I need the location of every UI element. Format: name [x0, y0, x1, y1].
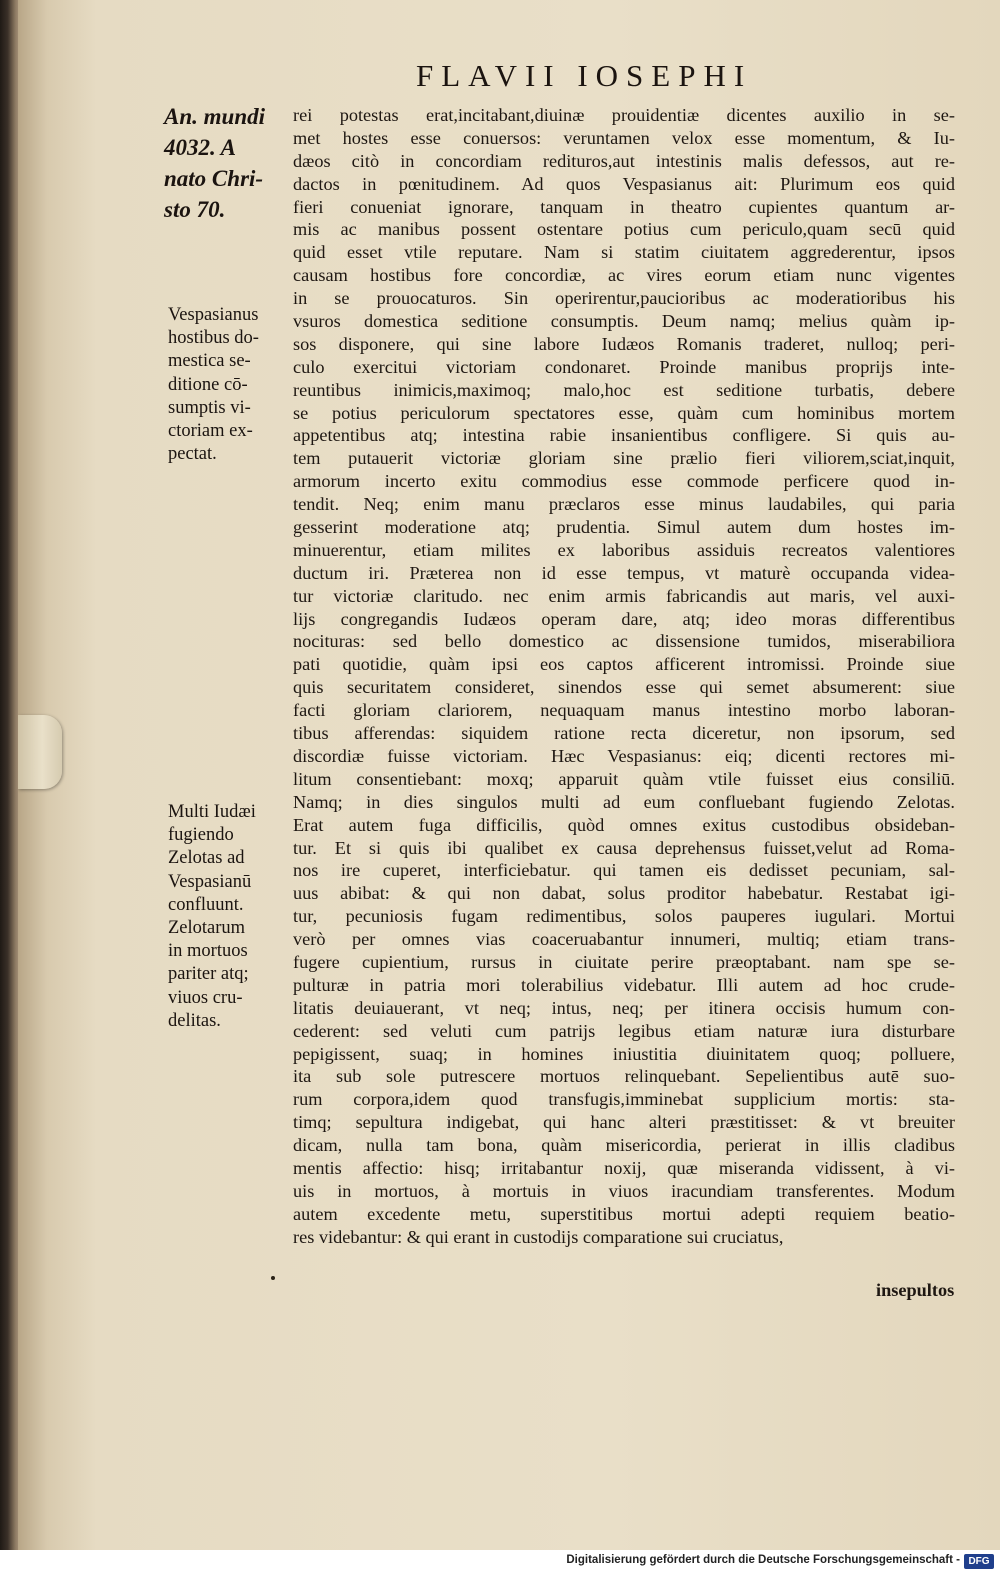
text-line: tendit. Neq; enim manu præclaros esse minus laudabiles, qui paria [293, 494, 955, 515]
margin-note-line: Vespasianus [168, 305, 259, 325]
text-line: causam hostibus fore concordiæ, ac vires eorum etiam nunc vigentes [293, 265, 955, 286]
text-line: mentis affectio: hisq; irritabantur noxij, quæ miseranda vidissent, à vi- [293, 1157, 955, 1178]
margin-note-multi-iudaei [168, 801, 290, 1033]
text-line: pepigissent, suaq; in homines iniustitia diuinitatem quoq; polluere, [293, 1043, 955, 1064]
margin-note-line: Zelotarum [168, 918, 246, 939]
text-line: dicam, nulla tam bona, quàm misericordia, perierat in illis cladibus [293, 1135, 955, 1156]
text-line: verò per omnes vias coaceruabantur innumeri, multiq; etiam trans- [293, 929, 955, 950]
margin-note-line: sumptis vi- [168, 397, 251, 418]
footer-credit: Digitalisierung gefördert durch die Deutsche Forschungsgemeinschaft - [566, 1554, 960, 1566]
text-line: tem putauerit victoriæ gloriam sine prælio fieri viliorem,sciat,inquit, [293, 448, 955, 469]
text-line: armorum incerto exitu commodius esse commode perficere quod in- [293, 471, 955, 492]
text-line: reuntibus inimicis,maximoq; malo,hoc est seditione turbatis, debere [293, 379, 955, 400]
text-line: litatis deuiauerant, vt neq; intus, neq; per itinera occisis humum con- [293, 997, 955, 1018]
margin-note-line: pectat. [168, 444, 217, 465]
margin-note-line: hostibus do- [168, 328, 259, 349]
margin-note-line: confluunt. [168, 894, 244, 915]
text-line: se potius periculorum spectatores esse, quàm cum hominibus mortem [293, 402, 955, 423]
text-line: Erat autem fuga difficilis, quòd omnes exitus custodibus obsideban- [293, 814, 955, 835]
text-line: minuerentur, etiam milites ex laboribus assiduis recreatos valentiores [293, 539, 955, 560]
book-page [18, 0, 1000, 1550]
dfg-logo: DFG [964, 1554, 994, 1569]
text-line: cederent: sed veluti cum patrijs legibus etiam naturæ iura disturbare [293, 1020, 955, 1041]
text-line: vsuros domestica seditione consumptis. Deum namq; melius quàm ip- [293, 311, 955, 332]
text-line: fugere cupientium, rursus in ciuitate perire præoptabant. nam spe se- [293, 951, 955, 972]
margin-date-line: sto 70. [164, 197, 226, 222]
page-clasp [18, 715, 62, 789]
text-line: Namq; in dies singulos multi ad eum confluebant fugiendo Zelotas. [293, 791, 955, 812]
text-line: quid esset vtile reputare. Nam si statim ciuitatem aggrederentur, ipsos [293, 242, 955, 263]
text-line: mis ac manibus possent ostentare potius cum periculo,quam secū quid [293, 219, 955, 240]
margin-note-line: ctoriam ex- [168, 421, 253, 442]
margin-date-note [164, 101, 294, 225]
main-text-block [293, 104, 955, 1304]
margin-note-line: in mortuos [168, 941, 248, 962]
running-head: FLAVII IOSEPHI [416, 58, 753, 93]
text-line: litum consentiebant: moxq; apparuit quàm vtile fuisset eius consiliū. [293, 768, 955, 789]
text-line: lijs congregandis Iudæos operam dare, atq; ideo moras differentibus [293, 608, 955, 629]
margin-note-line: delitas. [168, 1010, 221, 1031]
margin-note-line: mestica se- [168, 351, 251, 372]
margin-note-vespasianus [168, 304, 290, 466]
text-line: sos disponere, qui sine labore Iudæos Romanis traderet, nulloq; peri- [293, 333, 955, 354]
text-line: dactos in pœnitudinem. Ad quos Vespasianus ait: Plurimum eos quid [293, 173, 955, 194]
text-line: tur victoriæ claritudo. nec enim armis fabricandis aut maris, vel auxi- [293, 585, 955, 606]
margin-note-line: Multi Iudæi [168, 802, 256, 822]
text-line: appetentibus atq; intestina rabie insanientibus confligere. Si quis au- [293, 425, 955, 446]
ink-speck [271, 1276, 275, 1280]
margin-date-line: nato Chri- [164, 166, 264, 191]
text-line: pulturæ in patria mori tolerabilius videbatur. Illi autem ad hoc crude- [293, 974, 955, 995]
text-line: met hostes esse conuersos: veruntamen velox esse momentum, & Iu- [293, 127, 955, 148]
text-line: pati quotidie, quàm ipsi eos captos afficerent intromissi. Proinde siue [293, 654, 955, 675]
text-line: dæos citò in concordiam redituros,aut intestinis malis defessos, aut re- [293, 150, 955, 171]
text-line: rei potestas erat,incitabant,diuinæ prouidentiæ dicentes auxilio in se- [293, 105, 955, 125]
margin-note-line: Zelotas ad [168, 848, 245, 869]
text-line: tur, pecuniosis fugam redimentibus, solos pauperes iugulari. Mortui [293, 906, 955, 927]
text-line: autem excedente metu, superstitibus mortui adepti requiem beatio- [293, 1203, 955, 1224]
text-line: culo exercitui victoriam condonaret. Proinde manibus proprijs inte- [293, 356, 955, 377]
text-line: tur. Et si quis ibi qualibet ex causa deprehensus fuisset,velut ad Roma- [293, 837, 955, 858]
margin-note-line: Vespasianū [168, 871, 252, 892]
text-line: nocituras: sed bello domestico ac dissensione tumidos, miserabiliora [293, 631, 955, 652]
text-line: fieri conueniat ignorare, tanquam in theatro cupientes quantum ar- [293, 196, 955, 217]
text-line: res videbantur: & qui erant in custodijs comparatione sui cruciatus, [293, 1226, 784, 1247]
margin-note-line: ditione cō- [168, 374, 248, 395]
margin-note-line: fugiendo [168, 825, 234, 846]
margin-note-line: viuos cru- [168, 987, 243, 1008]
text-line: gesserint moderatione atq; prudentia. Simul autem dum hostes im- [293, 517, 955, 538]
text-line: uus abibat: & qui non dabat, solus proditor habebatur. Restabat igi- [293, 883, 955, 904]
text-line: quis securitatem consideret, sinendos esse qui semet absumerent: siue [293, 677, 955, 698]
text-line: ductum iri. Præterea non id esse tempus, vt maturè occupanda videa- [293, 562, 955, 583]
margin-note-line: pariter atq; [168, 964, 249, 985]
text-line: facti gloriam clariorem, nequaquam manus intestino morbo laboran- [293, 700, 955, 721]
text-line: discordiæ fuisse victoriam. Hæc Vespasianus: eiq; dicenti rectores mi- [293, 745, 955, 766]
text-line: rum corpora,idem quod transfugis,imminebat supplicium mortis: sta- [293, 1089, 955, 1110]
margin-date-line: 4032. A [164, 135, 236, 160]
text-line: nos ire cuperet, interficiebatur. qui tamen eis dedisset pecuniam, sal- [293, 860, 955, 881]
text-line: in se prouocaturos. Sin operirentur,paucioribus ac moderatioribus his [293, 288, 955, 309]
catchword: insepultos [876, 1280, 955, 1300]
digitization-footer [0, 1550, 1000, 1573]
text-line: uis in mortuos, à mortuis in viuos iracundiam transferentes. Modum [293, 1180, 955, 1201]
margin-date-line: An. mundi [164, 104, 265, 129]
text-line: ita sub sole putrescere mortuos relinquebant. Sepelientibus autē suo- [293, 1066, 955, 1087]
text-line: tibus afferendas: siquidem ratione recta diceretur, non ipsorum, sed [293, 723, 955, 744]
text-line: timq; sepultura indigebat, qui hanc alteri præstitisset: & vt breuiter [293, 1112, 955, 1133]
